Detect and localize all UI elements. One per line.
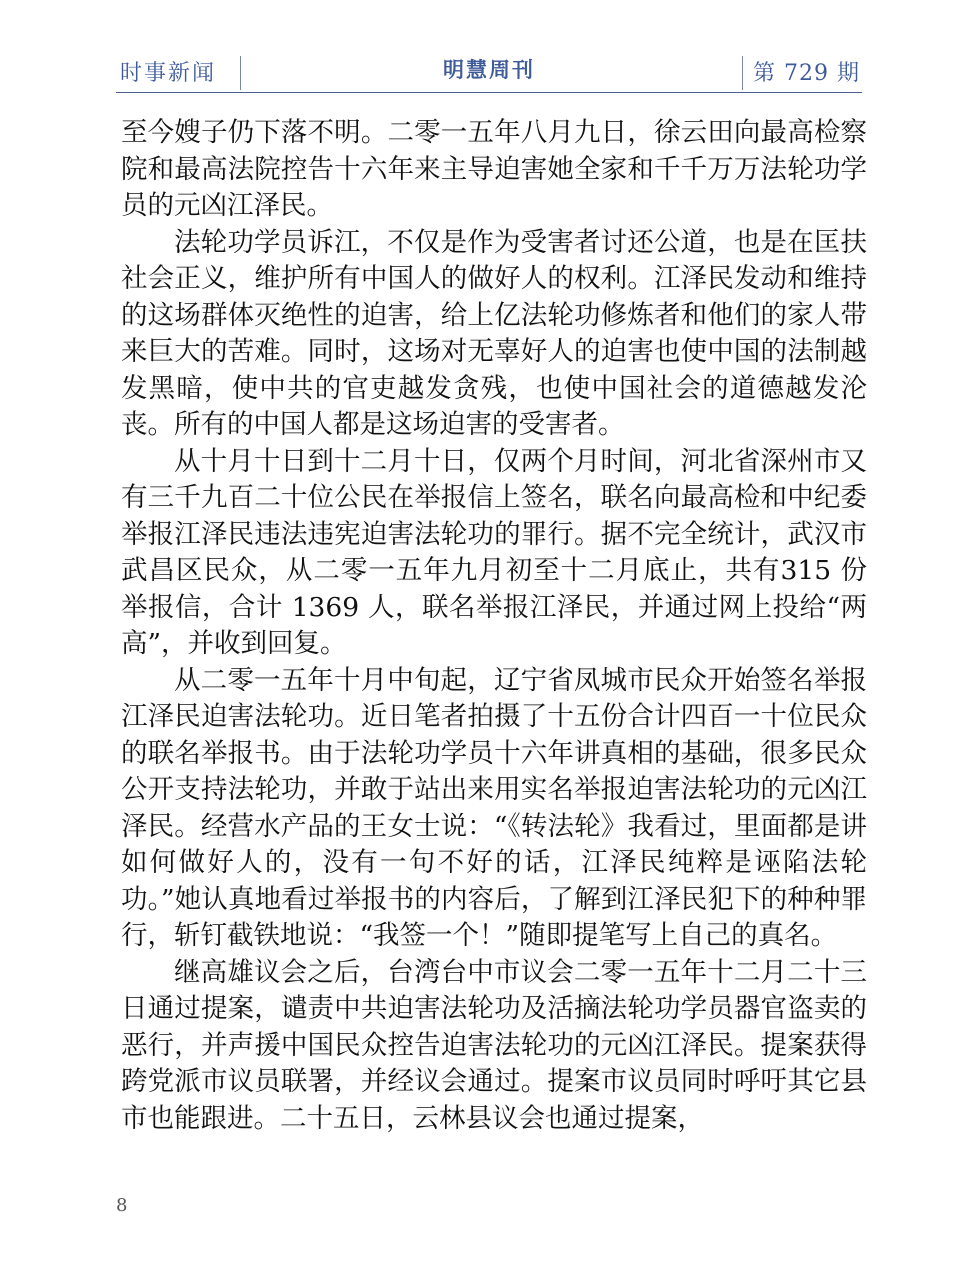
page-number: 8 [116, 1195, 128, 1216]
article-body [121, 115, 867, 1137]
publication-title: 明慧周刊 [443, 58, 535, 82]
paragraph: 从十月十日到十二月十日，仅两个月时间，河北省深州市又有三千九百二十位公民在举报信上签名，联名向最高检和中纪委举报江泽民违法违宪迫害法轮功的罪行。据不完全统计，武汉市武昌区民众，从二零一五年九月初至十二月底止，共有315 份举报信，合计 1369 人，联名举报江泽民，并通过网上投给“两高”，并收到回复。 [121, 445, 867, 659]
paragraph: 继高雄议会之后，台湾台中市议会二零一五年十二月二十三日通过提案，谴责中共迫害法轮功及活摘法轮功学员器官盗卖的恶行，并声援中国民众控告迫害法轮功的元凶江泽民。提案获得跨党派市议员联署，并经议会通过。提案市议员同时呼吁其它县市也能跟进。二十五日，云林县议会也通过提案， [121, 956, 867, 1134]
paragraph: 从二零一五年十月中旬起，辽宁省凤城市民众开始签名举报江泽民迫害法轮功。近日笔者拍摄了十五份合计四百一十位民众的联名举报书。由于法轮功学员十六年讲真相的基础，很多民众公开支持法轮功，并敢于站出来用实名举报迫害法轮功的元凶江泽民。经营水产品的王女士说：“《转法轮》我看过，里面都是讲如何做好人的，没有一句不好的话，江泽民纯粹是诬陷法轮功。”她认真地看过举报书的内容后，了解到江泽民犯下的种种罪行，斩钉截铁地说：“我签一个！”随即提笔写上自己的真名。 [121, 664, 867, 951]
section-title: 时事新闻 [120, 61, 217, 86]
page-header [116, 52, 862, 93]
issue-number: 第 729 期 [753, 61, 860, 86]
paragraph: 法轮功学员诉江，不仅是作为受害者讨还公道，也是在匡扶社会正义，维护所有中国人的做好人的权利。江泽民发动和维持的这场群体灭绝性的迫害，给上亿法轮功修炼者和他们的家人带来巨大的苦难。同时，这场对无辜好人的迫害也使中国的法制越发黑暗，使中共的官吏越发贪残，也使中国社会的道德越发沦丧。所有的中国人都是这场迫害的受害者。 [121, 226, 867, 440]
paragraph-continued: 至今嫂子仍下落不明。二零一五年八月九日，徐云田向最高检察院和最高法院控告十六年来主导迫害她全家和千千万万法轮功学员的元凶江泽民。 [121, 117, 867, 221]
header-divider-right [742, 56, 743, 90]
